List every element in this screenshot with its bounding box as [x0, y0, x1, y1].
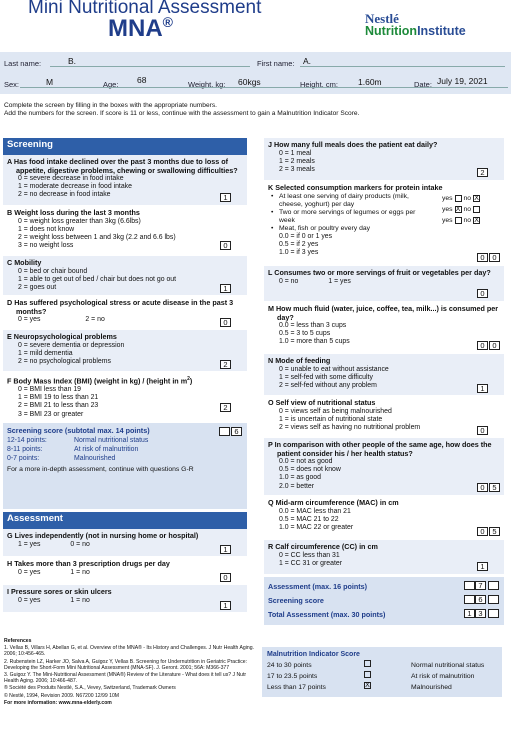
question-c: C Mobility 0 = bed or chair bound 1 = able to get out of bed / chair but does not go out 2 = goes out 1: [3, 256, 247, 296]
more-info-link[interactable]: For more information: www.mna-elderly.com: [4, 699, 112, 706]
k1-yes-box[interactable]: [455, 195, 462, 202]
answer-box-h[interactable]: 0: [220, 573, 231, 582]
assessment-total-label: Assessment (max. 16 points): [268, 582, 368, 591]
left-column: [3, 138, 247, 613]
question-q: Q Mid-arm circumference (MAC) in cm 0.0 = MAC less than 21 0.5 = MAC 21 to 22 1.0 = MAC 22 or greater 0 5: [264, 496, 504, 540]
header: [0, 0, 511, 50]
mis-normal-box[interactable]: [364, 660, 371, 667]
answer-box-k-2[interactable]: 0: [489, 253, 500, 262]
form-title: Mini Nutritional Assessment: [28, 0, 262, 18]
screening-heading: Screening: [3, 138, 247, 155]
totals: [264, 577, 504, 625]
total-box-ones[interactable]: 3: [475, 609, 486, 618]
answer-box-o[interactable]: 0: [477, 426, 488, 435]
question-f: F Body Mass Index (BMI) (weight in kg) / (height in $m^2$) 0 = BMI less than 19 1 = BMI 19 to less than 21 2 = BMI 21 to less than 23 3 = BMI 23 or greater 2: [3, 372, 247, 423]
question-k: K Selected consumption markers for protein intake • At least one serving of dairy products (milk, cheese, yoghurt) per day • Two or more servings of legumes or eggs per week • Meat, fish or poultry every day yes no X yes X no yes no X 0.0 = if 0 or 1 yes 0.5 = if 2 yes 1.0 = if 3 yes 0 0: [264, 181, 504, 266]
k2-no-box[interactable]: [473, 206, 480, 213]
form-acronym: MNA®: [108, 14, 173, 42]
total-box-tens[interactable]: 1: [464, 609, 475, 618]
nestle-logo: Nestlé NutritionInstitute: [365, 11, 466, 38]
k3-no-box[interactable]: X: [474, 216, 479, 224]
answer-box-d[interactable]: 0: [220, 318, 231, 327]
sex-field[interactable]: M: [46, 77, 54, 87]
answer-box-f[interactable]: 2: [220, 403, 231, 412]
answer-box-p-2[interactable]: 5: [489, 483, 500, 492]
assessment-heading: Assessment: [3, 512, 247, 529]
question-j: J How many full meals does the patient eat daily? 0 = 1 meal 1 = 2 meals 2 = 3 meals 2: [264, 138, 504, 181]
question-i: I Pressure sores or skin ulcers 0 = yes 1 = no 1: [3, 585, 247, 613]
date-field[interactable]: July 19, 2021: [437, 76, 488, 86]
screening-score-box-2[interactable]: 6: [231, 427, 242, 436]
answer-box-m-1[interactable]: 0: [477, 341, 488, 350]
question-n: N Mode of feeding 0 = unable to eat without assistance 1 = self-fed with some difficulty 2 = self-fed without any problem 1: [264, 354, 504, 396]
k2-yes-box[interactable]: X: [455, 205, 461, 213]
question-b: B Weight loss during the last 3 months 0 = weight loss greater than 3kg (6.6lbs) 1 = does not know 2 = weight loss between 1 and 3kg (2.2 and 6.6 lbs) 3 = no weight loss 0: [3, 206, 247, 256]
instructions: Complete the screen by filling in the boxes with the appropriate numbers. Add the numbers for the screen. If score is 11 or less, continue with the assessment to gain a Malnutrition Indicator Score.: [4, 102, 360, 117]
answer-box-m-2[interactable]: 0: [489, 341, 500, 350]
last-name-field[interactable]: B.: [68, 56, 77, 66]
answer-box-e[interactable]: 2: [220, 360, 231, 369]
question-a: A Has food intake declined over the past 3 months due to loss of appetite, digestive problems, chewing or swallowing difficulties? 0 = severe decrease in food intake 1 = moderate decrease in food intake 2 = no decrease in food intake 1: [3, 155, 247, 206]
k3-yes-box[interactable]: [455, 217, 462, 224]
malnutrition-indicator: Malnutrition Indicator Score 24 to 30 points Normal nutritional status 17 to 23.5 points At risk of malnutrition Less than 17 points X Malnourished: [262, 647, 502, 697]
answer-box-r[interactable]: 1: [477, 562, 488, 571]
weight-field[interactable]: 60kgs: [238, 77, 261, 87]
question-e: E Neuropsychological problems 0 = severe dementia or depression 1 = mild dementia 2 = no psychological problems 2: [3, 330, 247, 372]
answer-box-q-2[interactable]: 5: [489, 527, 500, 536]
answer-box-q-1[interactable]: 0: [477, 527, 488, 536]
answer-box-n[interactable]: 1: [477, 384, 488, 393]
mis-risk-box[interactable]: [364, 671, 371, 678]
answer-box-i[interactable]: 1: [220, 601, 231, 610]
question-r: R Calf circumference (CC) in cm 0 = CC less than 31 1 = CC 31 or greater 1: [264, 540, 504, 575]
right-column: [264, 138, 504, 625]
answer-box-c[interactable]: 1: [220, 284, 231, 293]
answer-box-a[interactable]: 1: [220, 193, 231, 202]
question-g: G Lives independently (not in nursing home or hospital) 1 = yes 0 = no 1: [3, 529, 247, 557]
question-m: M How much fluid (water, juice, coffee, tea, milk...) is consumed per day? 0.0 = less than 3 cups 0.5 = 3 to 5 cups 1.0 = more than 5 cups 0 0: [264, 302, 504, 354]
answer-box-p-1[interactable]: 0: [477, 483, 488, 492]
patient-info: Last name: B. First name: A. Sex: M Age: 68 Weight, kg: 60kgs Height, cm: 1.60m Date: July 19, 2021: [0, 52, 511, 94]
k1-no-box[interactable]: X: [474, 194, 479, 202]
height-field[interactable]: 1.60m: [358, 77, 382, 87]
question-h: H Takes more than 3 prescription drugs per day 0 = yes 1 = no 0: [3, 557, 247, 585]
question-d: D Has suffered psychological stress or acute disease in the past 3 months? 0 = yes 2 = no 0: [3, 296, 247, 330]
answer-box-j[interactable]: 2: [477, 168, 488, 177]
first-name-field[interactable]: A.: [303, 56, 312, 66]
screening-score: Screening score (subtotal max. 14 points) 6 12-14 points: Normal nutritional status 8-11 points: At risk of malnutrition 0-7 points: Malnourished For a more in-depth assessment, continue with questions G-R: [3, 423, 247, 509]
question-p: P In comparison with other people of the same age, how does the patient consider his / her health status? 0.0 = not as good 0.5 = does not know 1.0 = as good 2.0 = better 0 5: [264, 438, 504, 496]
question-l: L Consumes two or more servings of fruit or vegetables per day? 0 = no 1 = yes 0: [264, 266, 504, 302]
screening-total-label: Screening score: [268, 596, 324, 605]
screening-score-box-1[interactable]: [219, 427, 230, 436]
answer-box-g[interactable]: 1: [220, 545, 231, 554]
mis-malnourished-box[interactable]: X: [365, 682, 370, 689]
assessment-total-box[interactable]: 7: [475, 581, 486, 590]
overall-total-label: Total Assessment (max. 30 points): [268, 610, 386, 619]
references: References 1. Vellas B, Villars H, Abellan G, et al. Overview of the MNA® - Its History and Challenges. J Nutr Health Aging. 2006; 10:456-465. 2. Rubenstein LZ, Harker JO, Salva A, Guigoz Y, Vellas B. Screening for Undernutrition in Geriatric Practice: Developing the Short-Form Mini Nutritional Assessment (MNA-SF). J. Geront. 2001; 56A: M366-377 3. Guigoz Y. The Mini-Nutritional Assessment (MNA®) Review of the Literature - What does it tell us? J Nutr Health Aging. 2006; 10:466-487. ® Société des Produits Nestlé, S.A., Vevey, Switzerland, Trademark Owners © Nestlé, 1994, Revision 2009. N67200 12/99 10M For more information: www.mna-elderly.com: [4, 638, 256, 707]
answer-box-l[interactable]: 0: [477, 289, 488, 298]
screening-total-box[interactable]: 6: [475, 595, 486, 604]
age-field[interactable]: 68: [137, 75, 147, 85]
question-o: O Self view of nutritional status 0 = views self as being malnourished 1 = is uncertain of nutritional state 2 = views self as having no nutritional problem 0: [264, 396, 504, 438]
answer-box-k-1[interactable]: 0: [477, 253, 488, 262]
answer-box-b[interactable]: 0: [220, 241, 231, 250]
